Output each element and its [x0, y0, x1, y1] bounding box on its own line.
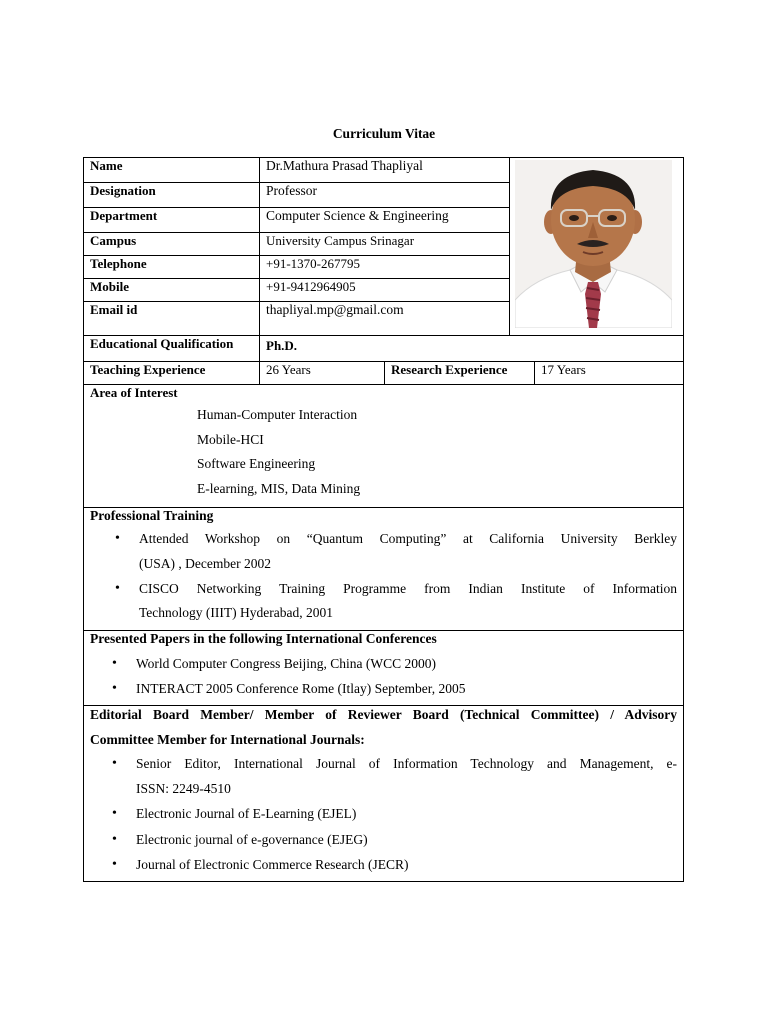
telephone-value: +91-1370-267795 — [266, 256, 360, 271]
editorial-heading-line2: Committee Member for International Journals: — [90, 732, 365, 747]
mobile-label: Mobile — [90, 279, 129, 294]
portrait-icon — [515, 160, 672, 328]
training-item-line: Attended Workshop on “Quantum Computing” at California University Berkley — [139, 531, 677, 546]
mobile-value: +91-9412964905 — [266, 279, 356, 294]
interest-item: Human-Computer Interaction — [197, 407, 358, 422]
department-value: Computer Science & Engineering — [266, 208, 449, 223]
qualification-label: Educational Qualification — [90, 336, 234, 351]
training-item-line: CISCO Networking Training Programme from Indian Institute of Information — [139, 581, 677, 596]
paper-item: INTERACT 2005 Conference Rome (Itlay) September, 2005 — [136, 681, 466, 696]
designation-label: Designation — [90, 183, 156, 198]
editorial-item-line: Electronic Journal of E-Learning (EJEL) — [136, 806, 357, 821]
bullet: • — [112, 857, 117, 872]
designation-value: Professor — [266, 183, 317, 198]
telephone-label: Telephone — [90, 256, 147, 271]
column-divider — [259, 157, 260, 384]
interest-heading: Area of Interest — [90, 385, 178, 400]
campus-value: University Campus Srinagar — [266, 233, 415, 248]
bullet: • — [112, 681, 117, 696]
campus-label: Campus — [90, 233, 137, 248]
editorial-item-line: Electronic journal of e-governance (EJEG) — [136, 832, 368, 847]
research-label: Research Experience — [391, 362, 508, 377]
bullet: • — [115, 581, 120, 596]
research-value: 17 Years — [541, 362, 586, 377]
interest-item: Mobile-HCI — [197, 432, 264, 447]
training-item-line: Technology (IIIT) Hyderabad, 2001 — [139, 605, 333, 620]
teaching-value: 26 Years — [266, 362, 311, 377]
interest-item: E-learning, MIS, Data Mining — [197, 481, 361, 496]
page-title: Curriculum Vitae — [332, 126, 436, 141]
bullet: • — [112, 806, 117, 821]
email-label: Email id — [90, 302, 138, 317]
portrait-photo — [515, 160, 672, 328]
training-item-line: (USA) , December 2002 — [139, 556, 271, 571]
column-divider — [384, 361, 385, 384]
department-label: Department — [90, 208, 158, 223]
editorial-item-line: ISSN: 2249-4510 — [136, 781, 231, 796]
name-label: Name — [90, 158, 123, 173]
column-divider — [509, 157, 510, 335]
bullet: • — [112, 832, 117, 847]
bullet: • — [112, 756, 117, 771]
editorial-heading-line1: Editorial Board Member/ Member of Reviewer Board (Technical Committee) / Advisory — [90, 707, 677, 722]
email-value: thapliyal.mp@gmail.com — [266, 302, 404, 317]
bullet: • — [115, 531, 120, 546]
interest-item: Software Engineering — [197, 456, 316, 471]
editorial-item-line: Senior Editor, International Journal of Information Technology and Management, e- — [136, 756, 677, 771]
qualification-value: Ph.D. — [266, 338, 298, 353]
training-heading: Professional Training — [90, 508, 214, 523]
bullet: • — [112, 656, 117, 671]
papers-heading: Presented Papers in the following International Conferences — [90, 631, 437, 646]
editorial-item-line: Journal of Electronic Commerce Research (JECR) — [136, 857, 409, 872]
name-value: Dr.Mathura Prasad Thapliyal — [266, 158, 423, 173]
paper-item: World Computer Congress Beijing, China (WCC 2000) — [136, 656, 437, 671]
teaching-label: Teaching Experience — [90, 362, 206, 377]
column-divider — [534, 361, 535, 384]
row-divider — [83, 705, 684, 706]
